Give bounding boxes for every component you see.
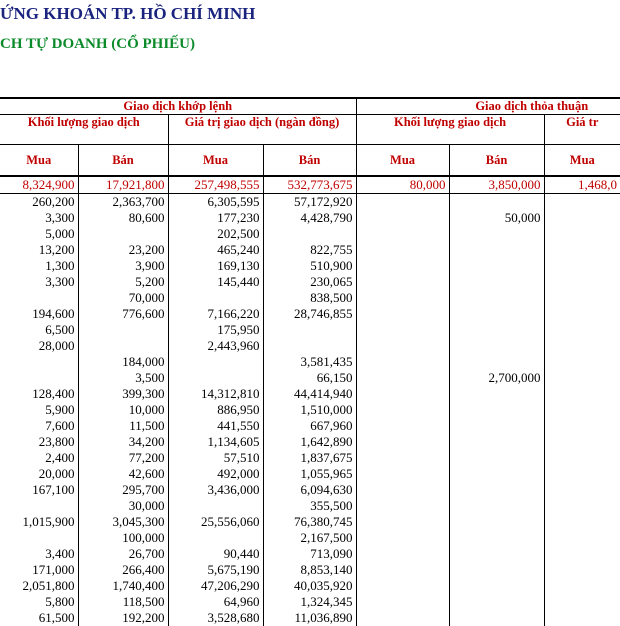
table-cell: 202,500 (168, 226, 263, 242)
col-header-buy: Mua (168, 145, 263, 177)
table-cell: 177,230 (168, 210, 263, 226)
table-row (0, 514, 620, 530)
table-cell (0, 498, 78, 514)
table-cell (356, 258, 449, 274)
table-cell (356, 418, 449, 434)
table-cell: 26,700 (78, 546, 168, 562)
table-cell (544, 226, 620, 242)
table-cell (544, 194, 620, 211)
table-cell: 3,300 (0, 210, 78, 226)
table-cell (449, 242, 544, 258)
table-cell: 184,000 (78, 354, 168, 370)
col-header-sell: Bán (78, 145, 168, 177)
table-cell (449, 546, 544, 562)
table-cell: 3,400 (0, 546, 78, 562)
table-cell (449, 482, 544, 498)
table-cell (544, 258, 620, 274)
table-cell: 77,200 (78, 450, 168, 466)
table-row (0, 482, 620, 498)
table-cell: 6,094,630 (263, 482, 356, 498)
table-cell: 4,428,790 (263, 210, 356, 226)
table-cell: 5,000 (0, 226, 78, 242)
table-cell (544, 434, 620, 450)
table-cell (544, 290, 620, 306)
col-header-sell: Bán (449, 145, 544, 177)
table-row (0, 546, 620, 562)
col-header-sell: Bán (263, 145, 356, 177)
header-sub-row (0, 115, 620, 145)
table-cell (168, 530, 263, 546)
table-cell (449, 434, 544, 450)
table-cell (356, 210, 449, 226)
table-cell: 28,746,855 (263, 306, 356, 322)
table-cell: 465,240 (168, 242, 263, 258)
table-cell (544, 402, 620, 418)
table-row (0, 194, 620, 211)
table-cell (544, 514, 620, 530)
table-cell (356, 578, 449, 594)
table-cell: 10,000 (78, 402, 168, 418)
table-cell (449, 306, 544, 322)
table-cell (356, 322, 449, 338)
table-cell (449, 386, 544, 402)
table-cell: 1,055,965 (263, 466, 356, 482)
table-cell: 11,500 (78, 418, 168, 434)
table-cell (449, 466, 544, 482)
table-row (0, 594, 620, 610)
table-cell: 30,000 (78, 498, 168, 514)
table-cell: 3,900 (78, 258, 168, 274)
table-cell: 1,837,675 (263, 450, 356, 466)
total-cell: 257,498,555 (168, 176, 263, 194)
table-row (0, 338, 620, 354)
table-cell (356, 562, 449, 578)
table-row (0, 578, 620, 594)
table-cell: 5,900 (0, 402, 78, 418)
table-row (0, 466, 620, 482)
table-cell (168, 354, 263, 370)
table-cell (544, 482, 620, 498)
table-cell (168, 290, 263, 306)
table-cell (356, 434, 449, 450)
table-cell (449, 610, 544, 626)
table-cell: 355,500 (263, 498, 356, 514)
table-cell (356, 386, 449, 402)
table-cell: 25,556,060 (168, 514, 263, 530)
table-cell: 5,675,190 (168, 562, 263, 578)
table-cell: 886,950 (168, 402, 263, 418)
table-cell (449, 418, 544, 434)
table-cell: 1,134,605 (168, 434, 263, 450)
table-cell (449, 450, 544, 466)
table-cell: 80,600 (78, 210, 168, 226)
table-cell (356, 242, 449, 258)
table-cell (356, 610, 449, 626)
table-cell (263, 338, 356, 354)
table-cell (0, 530, 78, 546)
table-cell: 2,443,960 (168, 338, 263, 354)
table-cell (449, 338, 544, 354)
table-cell (449, 498, 544, 514)
col-header-buy: Mua (356, 145, 449, 177)
col-header-buy: Mua (0, 145, 78, 177)
table-cell: 76,380,745 (263, 514, 356, 530)
table-cell: 171,000 (0, 562, 78, 578)
table-cell: 2,167,500 (263, 530, 356, 546)
table-cell (356, 466, 449, 482)
table-cell: 118,500 (78, 594, 168, 610)
table-row (0, 450, 620, 466)
table-cell (356, 274, 449, 290)
table-cell: 1,300 (0, 258, 78, 274)
table-cell (449, 290, 544, 306)
table-cell (544, 418, 620, 434)
table-cell (449, 514, 544, 530)
table-row (0, 434, 620, 450)
table-cell (449, 578, 544, 594)
table-row (0, 498, 620, 514)
table-cell: 399,300 (78, 386, 168, 402)
table-cell (356, 514, 449, 530)
table-cell: 11,036,890 (263, 610, 356, 626)
table-cell (544, 322, 620, 338)
table-cell (263, 226, 356, 242)
table-cell (544, 338, 620, 354)
table-cell: 57,510 (168, 450, 263, 466)
table-cell: 2,700,000 (449, 370, 544, 386)
table-cell (356, 226, 449, 242)
col-header-buy: Mua (569, 152, 595, 167)
table-cell: 90,440 (168, 546, 263, 562)
table-cell: 61,500 (0, 610, 78, 626)
table-cell (449, 258, 544, 274)
table-cell (544, 386, 620, 402)
table-cell: 64,960 (168, 594, 263, 610)
table-cell (356, 594, 449, 610)
table-cell: 169,130 (168, 258, 263, 274)
table-cell: 20,000 (0, 466, 78, 482)
table-cell (544, 498, 620, 514)
table-cell: 23,800 (0, 434, 78, 450)
table-row (0, 290, 620, 306)
table-cell: 667,960 (263, 418, 356, 434)
header-group-row (0, 98, 620, 115)
table-cell: 230,065 (263, 274, 356, 290)
table-cell: 3,436,000 (168, 482, 263, 498)
table-cell: 266,400 (78, 562, 168, 578)
table-cell (0, 354, 78, 370)
table-cell (0, 370, 78, 386)
table-cell: 23,200 (78, 242, 168, 258)
table-row (0, 354, 620, 370)
table-cell (449, 594, 544, 610)
table-cell (544, 594, 620, 610)
table-cell (544, 450, 620, 466)
table-cell (78, 322, 168, 338)
table-cell (449, 274, 544, 290)
table-cell: 50,000 (449, 210, 544, 226)
table-cell: 510,900 (263, 258, 356, 274)
table-cell (544, 242, 620, 258)
table-cell: 40,035,920 (263, 578, 356, 594)
table-cell: 100,000 (78, 530, 168, 546)
table-cell: 42,600 (78, 466, 168, 482)
table-cell: 192,200 (78, 610, 168, 626)
table-cell (544, 610, 620, 626)
table-cell: 1,740,400 (78, 578, 168, 594)
table-cell: 34,200 (78, 434, 168, 450)
table-cell: 66,150 (263, 370, 356, 386)
group-header-deal: Giao dịch thỏa thuận (356, 98, 620, 115)
total-cell: 8,324,900 (0, 176, 78, 194)
table-row (0, 210, 620, 226)
table-row (0, 322, 620, 338)
table-cell: 6,305,595 (168, 194, 263, 211)
subheader-value-match: Giá trị giao dịch (ngàn đồng) (168, 115, 356, 145)
table-row (0, 226, 620, 242)
table-cell (356, 306, 449, 322)
table-cell: 2,400 (0, 450, 78, 466)
page-subtitle: CH TỰ DOANH (CỔ PHIẾU) (0, 36, 195, 52)
table-row (0, 530, 620, 546)
page-title: ỨNG KHOÁN TP. HỒ CHÍ MINH (0, 4, 256, 23)
table-cell (449, 226, 544, 242)
trading-table (0, 97, 620, 626)
table-cell (356, 498, 449, 514)
table-row (0, 386, 620, 402)
total-cell: 17,921,800 (78, 176, 168, 194)
table-cell (449, 322, 544, 338)
table-cell: 3,528,680 (168, 610, 263, 626)
table-cell (544, 562, 620, 578)
table-cell (449, 402, 544, 418)
total-cell: 532,773,675 (263, 176, 356, 194)
table-cell: 260,200 (0, 194, 78, 211)
table-cell: 5,200 (78, 274, 168, 290)
table-row (0, 370, 620, 386)
table-cell (168, 498, 263, 514)
table-cell (449, 530, 544, 546)
table-row (0, 562, 620, 578)
header-buy-sell-row (0, 145, 620, 177)
table-cell (78, 338, 168, 354)
table-cell: 8,853,140 (263, 562, 356, 578)
table-cell: 3,300 (0, 274, 78, 290)
table-cell (263, 322, 356, 338)
table-cell (356, 290, 449, 306)
table-cell: 167,100 (0, 482, 78, 498)
table-cell: 1,324,345 (263, 594, 356, 610)
table-cell: 1,015,900 (0, 514, 78, 530)
table-row (0, 610, 620, 626)
table-cell: 194,600 (0, 306, 78, 322)
table-cell (356, 194, 449, 211)
group-header-match: Giao dịch khớp lệnh (0, 98, 356, 115)
subheader-volume-deal: Khối lượng giao dịch (356, 115, 544, 145)
table-cell (356, 370, 449, 386)
table-row (0, 402, 620, 418)
table-cell: 5,800 (0, 594, 78, 610)
table-row (0, 418, 620, 434)
table-cell (356, 450, 449, 466)
table-row (0, 306, 620, 322)
table-cell: 295,700 (78, 482, 168, 498)
table-cell: 14,312,810 (168, 386, 263, 402)
table-cell (356, 338, 449, 354)
table-cell (544, 210, 620, 226)
table-cell (356, 354, 449, 370)
table-cell (544, 370, 620, 386)
totals-row (0, 176, 620, 194)
table-cell: 13,200 (0, 242, 78, 258)
table-row (0, 258, 620, 274)
total-cell: 3,850,000 (449, 176, 544, 194)
subheader-value-deal: Giá tr (544, 115, 620, 145)
table-cell (544, 578, 620, 594)
table-cell (544, 274, 620, 290)
table-cell (544, 546, 620, 562)
table-cell (544, 354, 620, 370)
table-cell: 44,414,940 (263, 386, 356, 402)
table-cell: 57,172,920 (263, 194, 356, 211)
table-cell: 822,755 (263, 242, 356, 258)
table-cell: 28,000 (0, 338, 78, 354)
table-cell: 776,600 (78, 306, 168, 322)
table-cell (449, 562, 544, 578)
table-cell: 441,550 (168, 418, 263, 434)
table-cell: 492,000 (168, 466, 263, 482)
table-cell (449, 354, 544, 370)
table-cell (356, 482, 449, 498)
subheader-volume-match: Khối lượng giao dịch (0, 115, 168, 145)
table-cell: 2,051,800 (0, 578, 78, 594)
table-cell: 70,000 (78, 290, 168, 306)
table-cell: 1,642,890 (263, 434, 356, 450)
table-cell (0, 290, 78, 306)
table-cell: 47,206,290 (168, 578, 263, 594)
table-cell: 128,400 (0, 386, 78, 402)
table-cell: 838,500 (263, 290, 356, 306)
table-cell (544, 530, 620, 546)
table-cell: 7,166,220 (168, 306, 263, 322)
table-cell: 2,363,700 (78, 194, 168, 211)
table-cell (356, 546, 449, 562)
table-cell: 3,045,300 (78, 514, 168, 530)
table-cell: 713,090 (263, 546, 356, 562)
table-row (0, 242, 620, 258)
table-row (0, 274, 620, 290)
table-cell (449, 194, 544, 211)
table-cell (168, 370, 263, 386)
table-cell (356, 402, 449, 418)
total-cell: 1,468,0 (544, 176, 620, 194)
table-cell (356, 530, 449, 546)
table-cell: 6,500 (0, 322, 78, 338)
table-cell (544, 466, 620, 482)
table-cell: 145,440 (168, 274, 263, 290)
table-cell: 1,510,000 (263, 402, 356, 418)
table-cell: 3,500 (78, 370, 168, 386)
total-cell: 80,000 (356, 176, 449, 194)
table-cell: 175,950 (168, 322, 263, 338)
table-cell (78, 226, 168, 242)
table-cell: 7,600 (0, 418, 78, 434)
table-cell: 3,581,435 (263, 354, 356, 370)
table-cell (544, 306, 620, 322)
